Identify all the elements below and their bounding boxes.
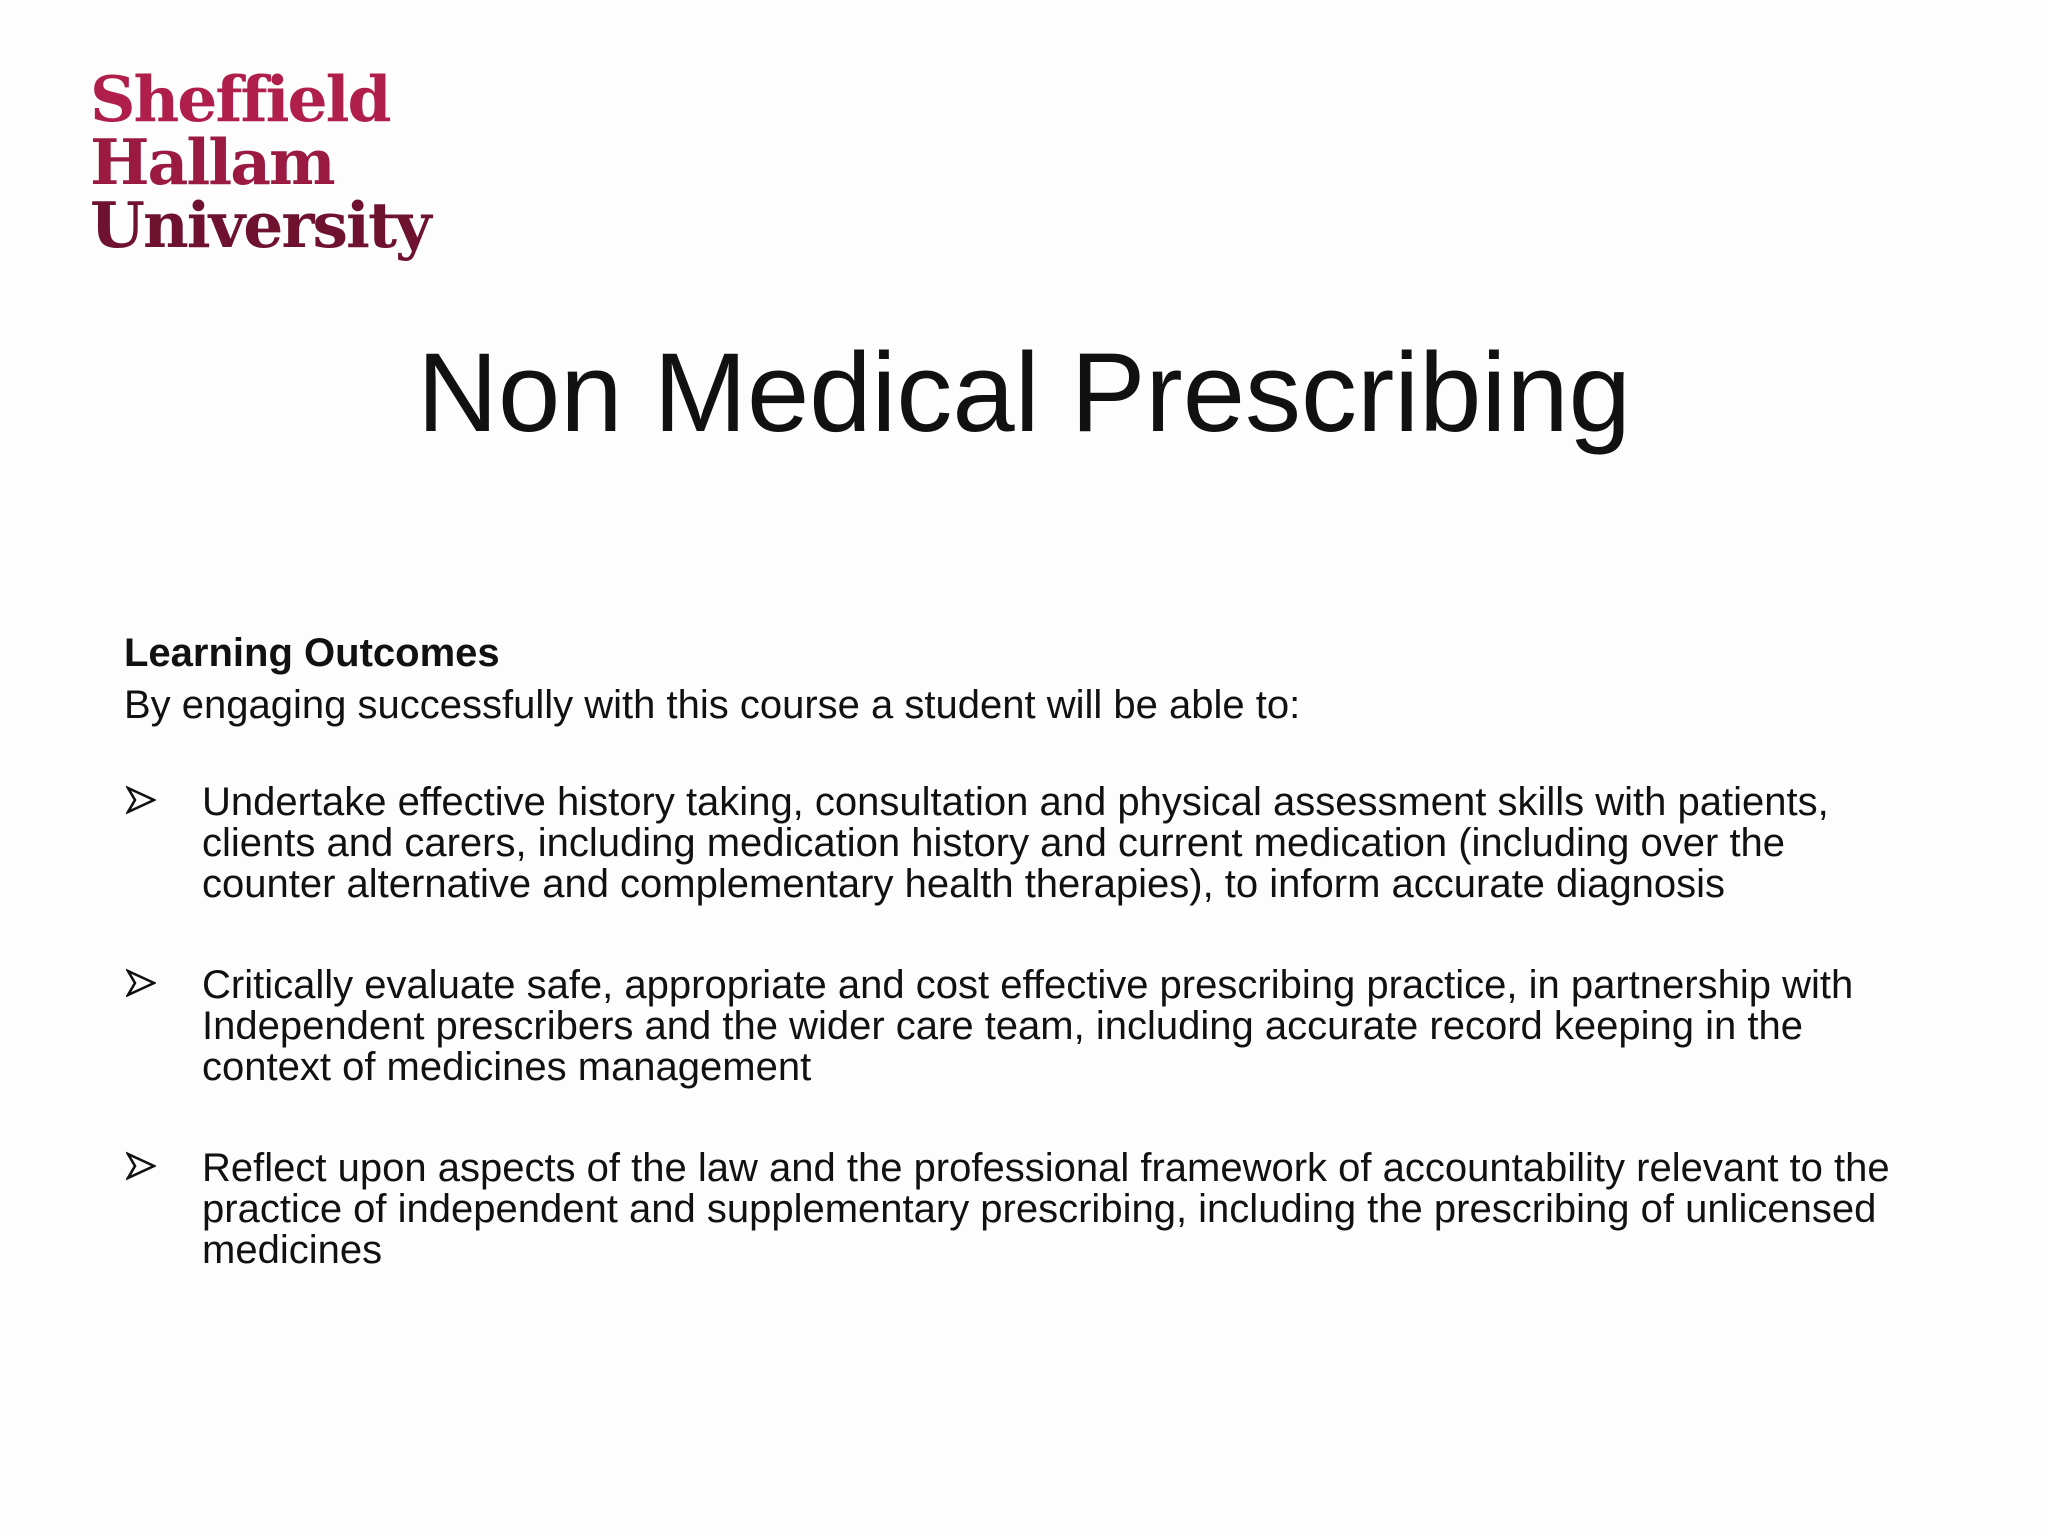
section-intro: By engaging successfully with this course a student will be able to: <box>124 683 1301 727</box>
arrowhead-bullet-icon <box>126 968 156 998</box>
outcome-text: Critically evaluate safe, appropriate and cost effective prescribing practice, in partnership with Independent prescribers and the wider care team, including accurate record keeping in the context of medicines management <box>202 963 1854 1089</box>
outcomes-list <box>124 782 1924 1271</box>
logo-line-1: Sheffield <box>90 62 390 136</box>
slide-title: Non Medical Prescribing <box>417 330 1631 455</box>
university-logo <box>90 62 510 278</box>
logo-line-2: Hallam <box>90 125 334 199</box>
logo-line-3: University <box>90 188 430 262</box>
outcome-text: Reflect upon aspects of the law and the professional framework of accountability relevant to the practice of independent and supplementary prescribing, including the prescribing of unlicensed medicines <box>202 1146 1890 1272</box>
list-item <box>124 1148 1924 1271</box>
list-item <box>124 965 1924 1088</box>
outcome-text: Undertake effective history taking, consultation and physical assessment skills with patients, clients and carers, including medication history and current medication (including over the counter alternative and complementary health therapies), to inform accurate diagnosis <box>202 780 1829 906</box>
section-heading: Learning Outcomes <box>124 631 500 675</box>
list-item <box>124 782 1924 905</box>
arrowhead-bullet-icon <box>126 785 156 815</box>
arrowhead-bullet-icon <box>126 1151 156 1181</box>
